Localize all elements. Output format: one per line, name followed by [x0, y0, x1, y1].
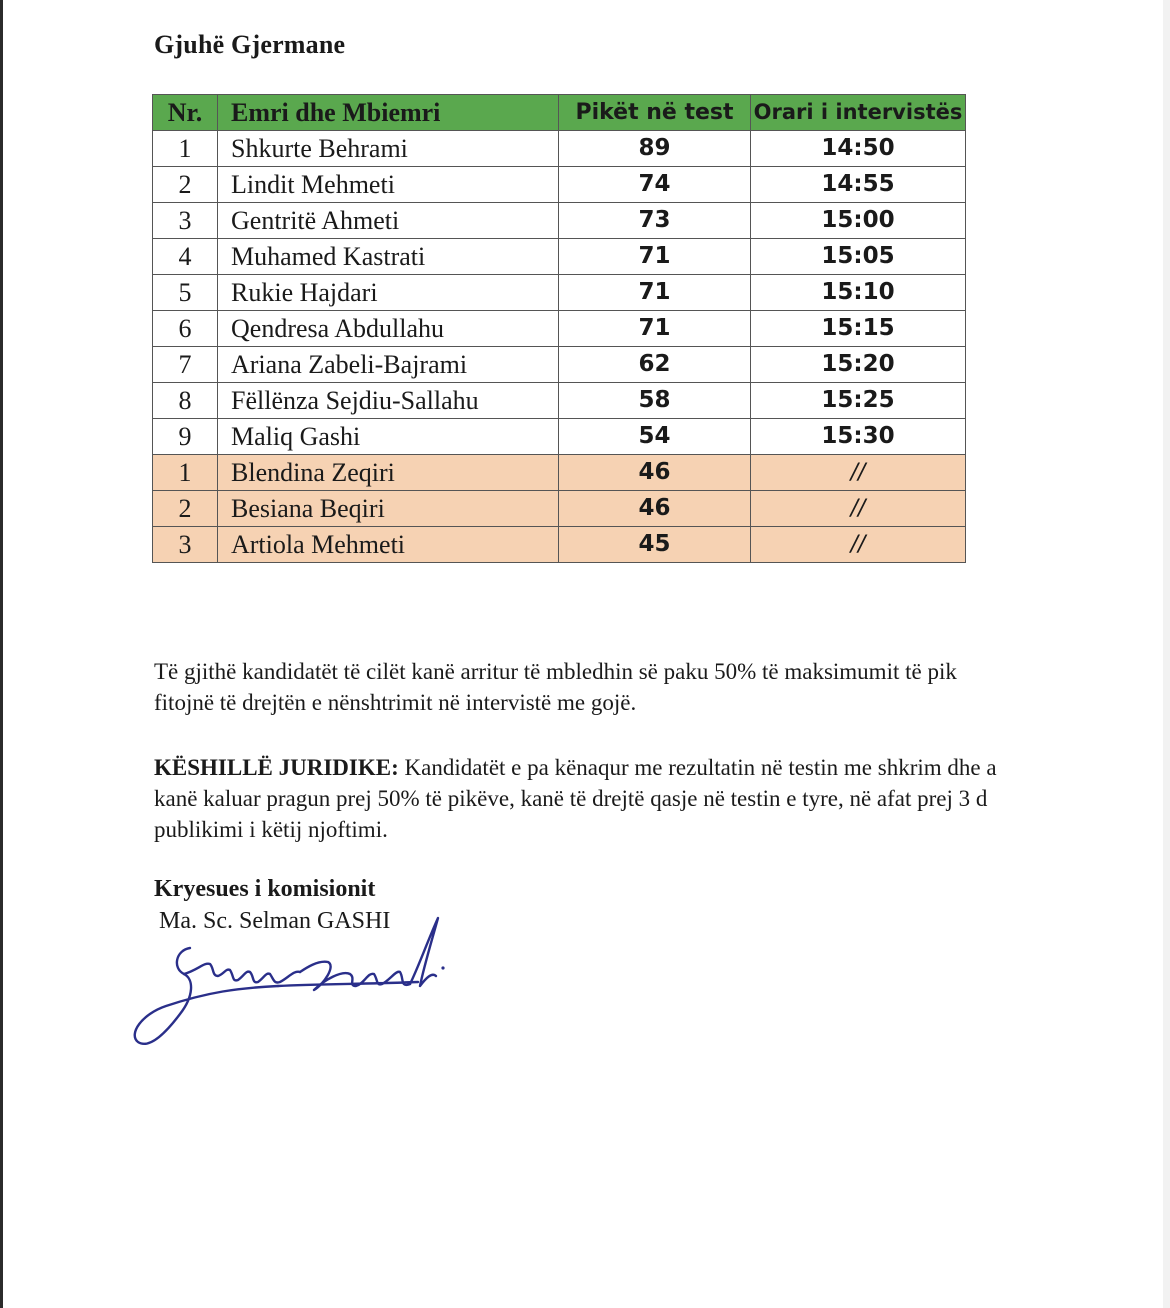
header-name: Emri dhe Mbiemri — [218, 95, 559, 131]
cell-time: 15:05 — [751, 239, 966, 275]
cell-score: 62 — [559, 347, 751, 383]
eligibility-line-1: Të gjithë kandidatët të cilët kanë arritur të mbledhin së paku 50% të maksimumit të pik — [154, 659, 957, 684]
cell-name: Ariana Zabeli-Bajrami — [218, 347, 559, 383]
legal-advice-line-1 — [154, 752, 1170, 783]
table-row — [153, 527, 966, 563]
table-row — [153, 311, 966, 347]
cell-nr: 7 — [153, 347, 218, 383]
cell-name: Maliq Gashi — [218, 419, 559, 455]
cell-time: 15:15 — [751, 311, 966, 347]
cell-time: // — [751, 455, 966, 491]
cell-nr: 3 — [153, 527, 218, 563]
legal-advice-line-3: publikimi i këtij njoftimi. — [154, 817, 388, 842]
page-right-edge — [1163, 0, 1170, 1308]
cell-score: 46 — [559, 455, 751, 491]
cell-score: 45 — [559, 527, 751, 563]
cell-name: Blendina Zeqiri — [218, 455, 559, 491]
cell-name: Fëllënza Sejdiu-Sallahu — [218, 383, 559, 419]
header-time: Orari i intervistës — [751, 95, 966, 131]
cell-name: Muhamed Kastrati — [218, 239, 559, 275]
cell-name: Gentritë Ahmeti — [218, 203, 559, 239]
table-row — [153, 491, 966, 527]
table-row — [153, 455, 966, 491]
cell-score: 46 — [559, 491, 751, 527]
cell-nr: 9 — [153, 419, 218, 455]
cell-name: Shkurte Behrami — [218, 131, 559, 167]
cell-name: Rukie Hajdari — [218, 275, 559, 311]
cell-time: // — [751, 527, 966, 563]
header-nr: Nr. — [153, 95, 218, 131]
cell-time: 15:10 — [751, 275, 966, 311]
eligibility-paragraph — [154, 656, 1170, 718]
legal-advice-paragraph — [154, 752, 1170, 845]
cell-time: // — [751, 491, 966, 527]
header-score: Pikët në test — [559, 95, 751, 131]
cell-score: 74 — [559, 167, 751, 203]
cell-nr: 3 — [153, 203, 218, 239]
signer-name: Ma. Sc. Selman GASHI — [159, 908, 391, 934]
legal-advice-line-2: kanë kaluar pragun prej 50% të pikëve, kanë të drejtë qasje në testin e tyre, në afat prej 3 d — [154, 786, 988, 811]
cell-nr: 5 — [153, 275, 218, 311]
signer-title: Kryesues i komisionit — [154, 876, 376, 902]
table-row — [153, 419, 966, 455]
cell-nr: 4 — [153, 239, 218, 275]
cell-time: 14:50 — [751, 131, 966, 167]
table-row — [153, 275, 966, 311]
signature-image — [128, 910, 448, 1055]
table-row — [153, 167, 966, 203]
table-body — [153, 131, 966, 563]
cell-score: 54 — [559, 419, 751, 455]
cell-time: 15:25 — [751, 383, 966, 419]
cell-name: Qendresa Abdullahu — [218, 311, 559, 347]
cell-name: Artiola Mehmeti — [218, 527, 559, 563]
cell-score: 71 — [559, 275, 751, 311]
cell-nr: 1 — [153, 131, 218, 167]
cell-time: 14:55 — [751, 167, 966, 203]
cell-nr: 1 — [153, 455, 218, 491]
section-heading: Gjuhë Gjermane — [154, 30, 346, 59]
table-header-row — [153, 95, 966, 131]
cell-score: 71 — [559, 311, 751, 347]
legal-advice-label: KËSHILLË JURIDIKE: — [154, 755, 399, 780]
table-row — [153, 203, 966, 239]
cell-score: 58 — [559, 383, 751, 419]
cell-time: 15:30 — [751, 419, 966, 455]
page-left-edge — [0, 0, 3, 1308]
cell-name: Lindit Mehmeti — [218, 167, 559, 203]
cell-score: 73 — [559, 203, 751, 239]
cell-nr: 6 — [153, 311, 218, 347]
cell-time: 15:00 — [751, 203, 966, 239]
eligibility-line-2: fitojnë të drejtën e nënshtrimit në intervistë me gojë. — [154, 690, 637, 715]
cell-score: 89 — [559, 131, 751, 167]
cell-nr: 8 — [153, 383, 218, 419]
table-row — [153, 239, 966, 275]
cell-nr: 2 — [153, 491, 218, 527]
results-table — [152, 94, 966, 563]
table-row — [153, 347, 966, 383]
table-row — [153, 131, 966, 167]
cell-nr: 2 — [153, 167, 218, 203]
cell-name: Besiana Beqiri — [218, 491, 559, 527]
table-row — [153, 383, 966, 419]
cell-score: 71 — [559, 239, 751, 275]
legal-advice-line-1-text: Kandidatët e pa kënaqur me rezultatin në testin me shkrim dhe a — [398, 755, 997, 780]
cell-time: 15:20 — [751, 347, 966, 383]
